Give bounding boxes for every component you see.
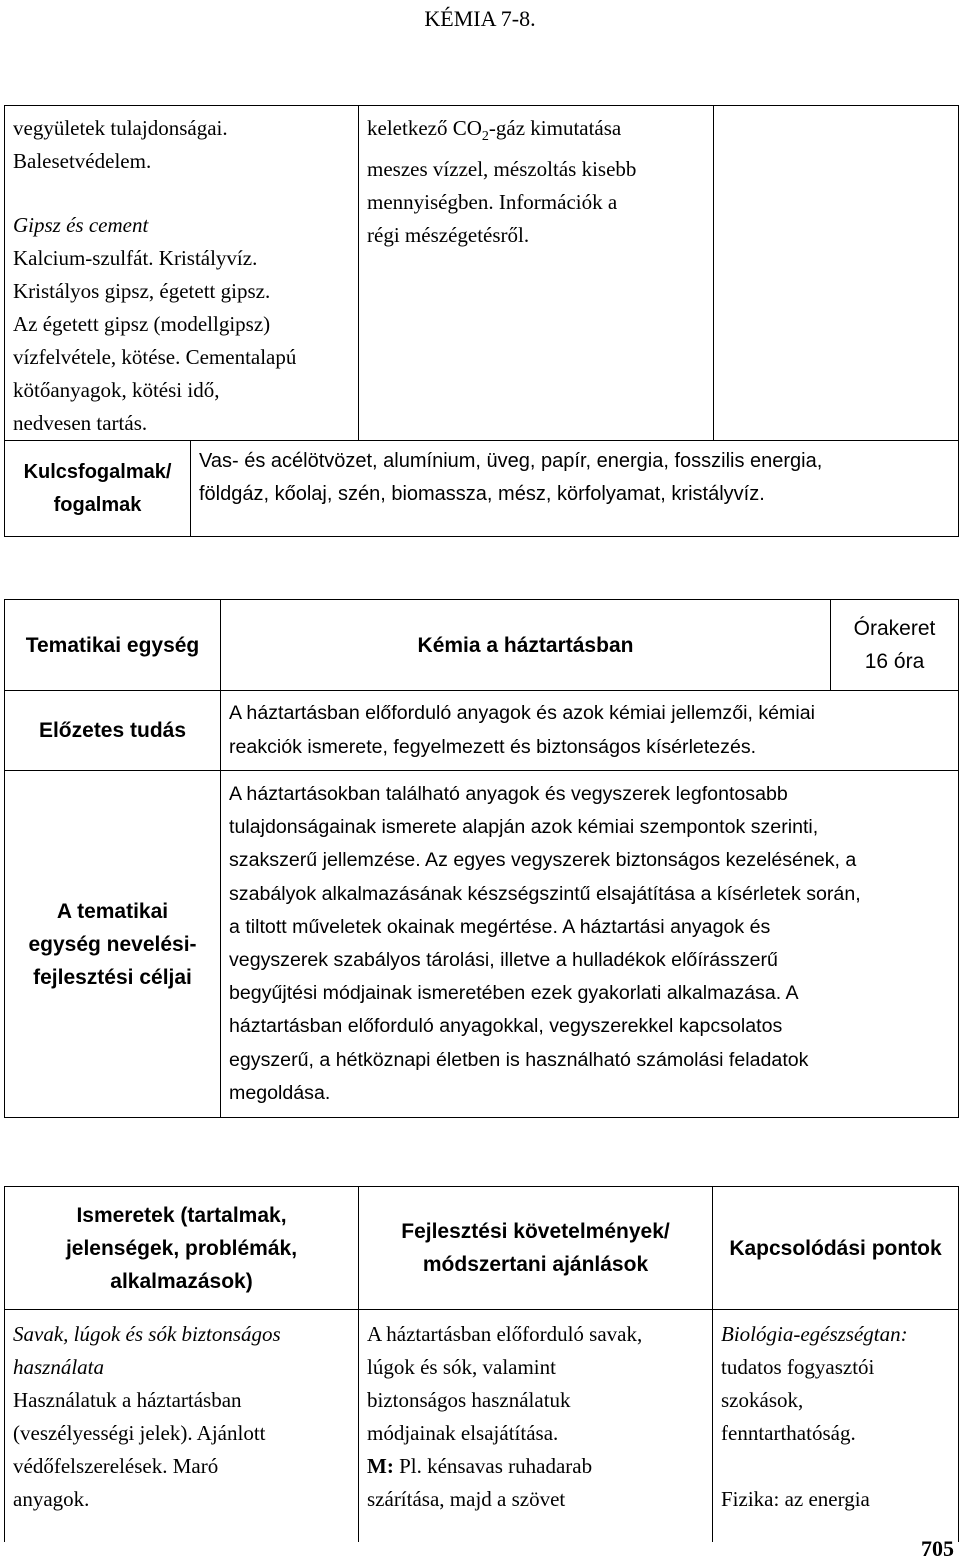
orakeret-cell xyxy=(831,600,959,691)
middle-content-cell xyxy=(359,106,714,441)
left-content-cell xyxy=(5,106,359,441)
right-empty-cell xyxy=(714,106,959,441)
kapcsolodasi-cell: Biológia-egészségtan: tudatos fogyasztói szokások, fenntarthatóság. Fizika: az energia xyxy=(713,1310,959,1542)
page-number: 705 xyxy=(921,1536,954,1561)
text-line: régi mészégetésről. xyxy=(367,223,530,248)
elozetes-tudas-text: A háztartásban előforduló anyagok és azok kémiai jellemzői, kémiai reakciók ismerete, fegyelmezett és biztonságos kísérletezés. xyxy=(221,691,959,771)
page-header: KÉMIA 7-8. xyxy=(424,6,536,31)
text-line: Kalcium-szulfát. Kristályvíz. xyxy=(13,246,258,270)
tematikai-egyseg-label: Tematikai egység xyxy=(5,600,221,691)
text-line: vegyületek tulajdonságai. xyxy=(13,116,228,140)
content-table-continued xyxy=(4,105,959,537)
subscript: 2 xyxy=(481,129,489,145)
fejlesztesi-cell: A háztartásban előforduló savak, lúgok és sók, valamint biztonságos használatuk módjainak elsajátítása. M: Pl. kénsavas ruhadarab szárítása, majd a szövet xyxy=(359,1310,713,1542)
text-line: mennyiségben. Információk a xyxy=(367,190,618,215)
m-label: M: xyxy=(367,1454,394,1478)
text-line: meszes vízzel, mészoltás kisebb xyxy=(367,157,637,182)
text-line: kötőanyagok, kötési idő, xyxy=(13,378,220,402)
subtitle-gipsz: Gipsz és cement xyxy=(13,213,149,237)
text-line: nedvesen tartás. xyxy=(13,411,148,435)
elozetes-tudas-label: Előzetes tudás xyxy=(5,691,221,771)
ismeretek-header: Ismeretek (tartalmak, jelenségek, problémák, alkalmazások) xyxy=(5,1187,359,1310)
text-line: -gáz kimutatása xyxy=(488,116,622,140)
unit-title: Kémia a háztartásban xyxy=(221,600,831,691)
orakeret-value: 16 óra xyxy=(864,650,925,673)
text-line: vízfelvétele, kötése. Cementalapú xyxy=(13,345,297,369)
kulcsfogalmak-text: Vas- és acélötvözet, alumínium, üveg, papír, energia, fosszilis energia, földgáz, kőolaj, szén, biomassza, mész, körfolyamat, kristályvíz. xyxy=(191,441,959,537)
fejlesztesi-header: Fejlesztési követelmények/ módszertani ajánlások xyxy=(359,1187,713,1310)
ismeretek-table xyxy=(4,1186,959,1542)
orakeret-label: Órakeret xyxy=(853,617,936,640)
celok-label: A tematikai egység nevelési- fejlesztési céljai xyxy=(5,771,221,1118)
celok-text: A háztartásokban található anyagok és vegyszerek legfontosabb tulajdonságainak ismerete alapján azok kémiai szempontok szerinti, szakszerű jellemzése. Az egyes vegyszerek biztonságos kezelésének, a szabályok alkalmazásának készségszintű elsajátítása a kísérletek során, a tiltott műveletek okainak megértése. A háztartási anyagok és vegyszerek szabályos tárolási, illetve a hulladékok előírásszerű begyűjtési módjainak ismeretében ezek gyakorlati alkalmazása. A háztartásban előforduló anyagokkal, vegyszerekkel kapcsolatos egyszerű, a hétköznapi életben is használható számolási feladatok megoldása. xyxy=(221,771,959,1118)
tematikai-egyseg-table xyxy=(4,599,959,1118)
text-line: keletkező CO xyxy=(367,116,482,140)
text-line: Kristályos gipsz, égetett gipsz. xyxy=(13,279,271,303)
text-line: Balesetvédelem. xyxy=(13,149,152,173)
ismeretek-cell: Savak, lúgok és sók biztonságos használata Használatuk a háztartásban (veszélyességi jelek). Ajánlott védőfelszerelések. Maró anyagok. xyxy=(5,1310,359,1542)
text-line: Az égetett gipsz (modellgipsz) xyxy=(13,312,271,336)
kulcsfogalmak-label: Kulcsfogalmak/ fogalmak xyxy=(5,441,191,537)
kapcsolodasi-header: Kapcsolódási pontok xyxy=(713,1187,959,1310)
